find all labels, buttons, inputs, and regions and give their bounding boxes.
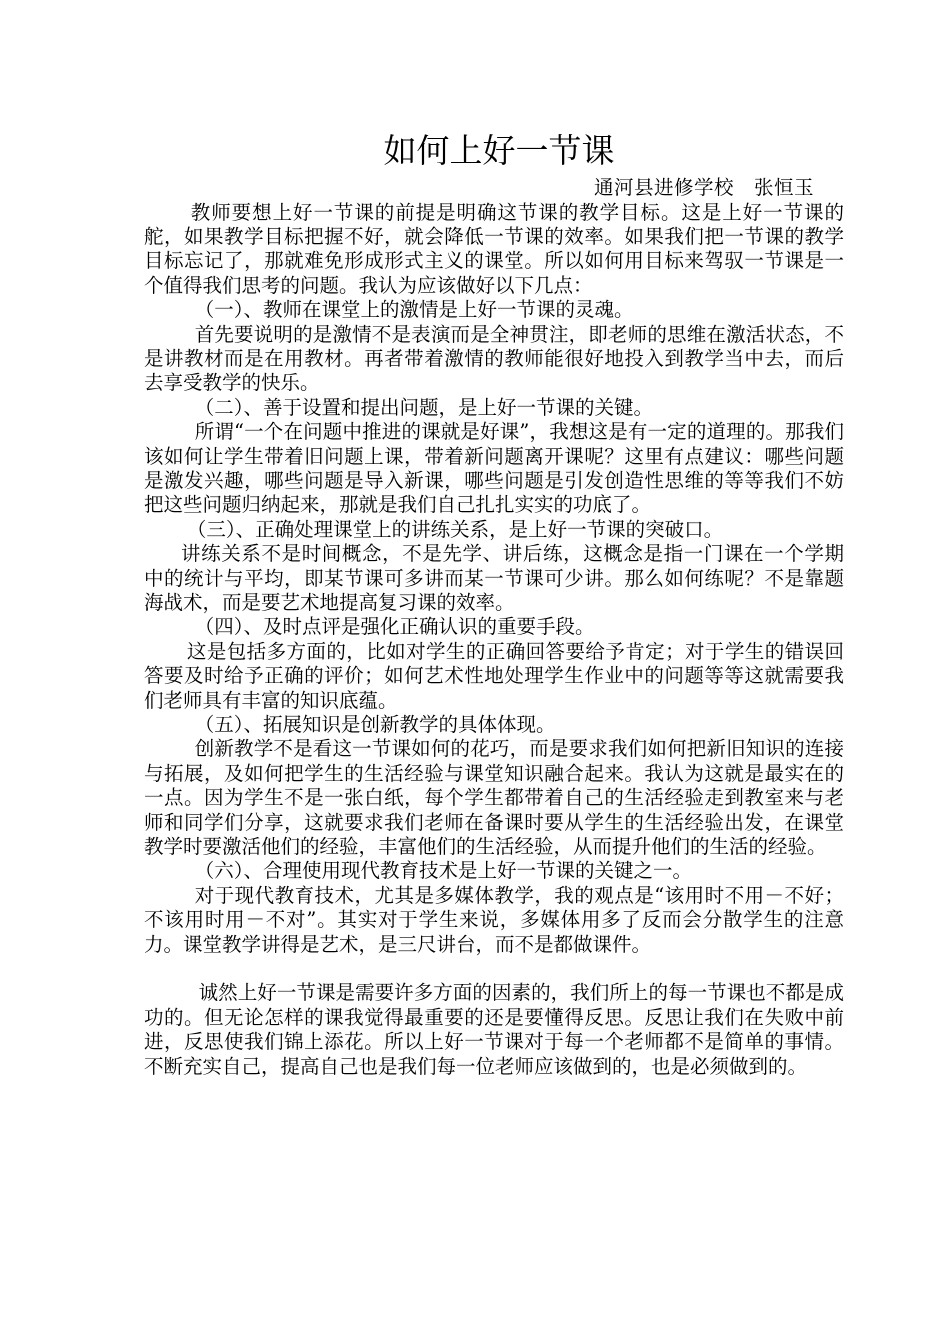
section-1-heading: （一）、教师在课堂上的激情是上好一节课的灵魂。 [194, 298, 634, 322]
section-3-heading: （三）、正确处理课堂上的讲练关系，是上好一节课的突破口。 [186, 517, 724, 541]
section-1-body: 首先要说明的是激情不是表演而是全神贯注，即老师的思维在激活状态，不是讲教材而是在用教材。再者带着激情的教师能很好地投入到教学当中去，而后去享受教学的快乐。 [144, 322, 844, 395]
section-2-heading: （二）、善于设置和提出问题，是上好一节课的关键。 [194, 395, 653, 419]
section-5-body: 创新教学不是看这一节课如何的花巧，而是要求我们如何把新旧知识的连接与拓展，及如何把学生的生活经验与课堂知识融合起来。我认为这就是最实在的一点。因为学生不是一张白纸，每个学生都带着自己的生活经验走到教室来与老师和同学们分享，这就要求我们老师在备课时要从学生的生活经验出发，在课堂教学时要激活他们的经验，丰富他们的生活经验，从而提升他们的生活的经验。 [144, 737, 844, 859]
author-line: 通河县进修学校 张恒玉 [593, 176, 814, 199]
document-page [144, 126, 844, 1079]
section-5-heading: （五）、拓展知识是创新教学的具体体现。 [194, 713, 556, 737]
section-6-heading: （六）、合理使用现代教育技术是上好一节课的关键之一。 [194, 859, 692, 883]
section-3-body: 讲练关系不是时间概念，不是先学、讲后练，这概念是指一门课在一个学期中的统计与平均，即某节课可多讲而某一节课可少讲。那么如何练呢？不是靠题海战术，而是要艺术地提高复习课的效率。 [144, 542, 844, 614]
conclusion-paragraph: 诚然上好一节课是需要许多方面的因素的，我们所上的每一节课也不都是成功的。但无论怎样的课我觉得最重要的还是要懂得反思。反思让我们在失败中前进，反思使我们锦上添花。所以上好一节课对于每一个老师都不是简单的事情。不断充实自己，提高自己也是我们每一位老师应该做到的，也是必须做到的。 [144, 981, 844, 1078]
document-title: 如何上好一节课 [383, 131, 615, 170]
paragraph-gap [144, 957, 844, 981]
section-2-body: 所谓“一个在问题中推进的课就是好课”，我想这是有一定的道理的。那我们该如何让学生带着旧问题上课，带着新问题离开课呢？这里有点建议：哪些问题是激发兴趣，哪些问题是导入新课，哪些问题是引发创造性思维的等等我们不妨把这些问题归纳起来，那就是我们自己扎扎实实的功底了。 [144, 420, 844, 517]
intro-paragraph: 教师要想上好一节课的前提是明确这节课的教学目标。这是上好一节课的舵，如果教学目标把握不好，就会降低一节课的效率。如果我们把一节课的教学目标忘记了，那就难免形成形式主义的课堂。所以如何用目标来驾驭一节课是一个值得我们思考的问题。我认为应该做好以下几点： [144, 200, 844, 297]
section-6-body: 对于现代教育技术，尤其是多媒体教学，我的观点是“该用时不用－不好；不该用时用－不对”。其实对于学生来说，多媒体用多了反而会分散学生的注意力。课堂教学讲得是艺术，是三尺讲台，而不是都做课件。 [144, 883, 844, 956]
section-4-heading: （四）、及时点评是强化正确认识的重要手段。 [194, 615, 595, 639]
section-4-body: 这是包括多方面的，比如对学生的正确回答要给予肯定；对于学生的错误回答要及时给予正确的评价；如何艺术性地处理学生作业中的问题等等这就需要我们老师具有丰富的知识底蕴。 [144, 639, 844, 712]
